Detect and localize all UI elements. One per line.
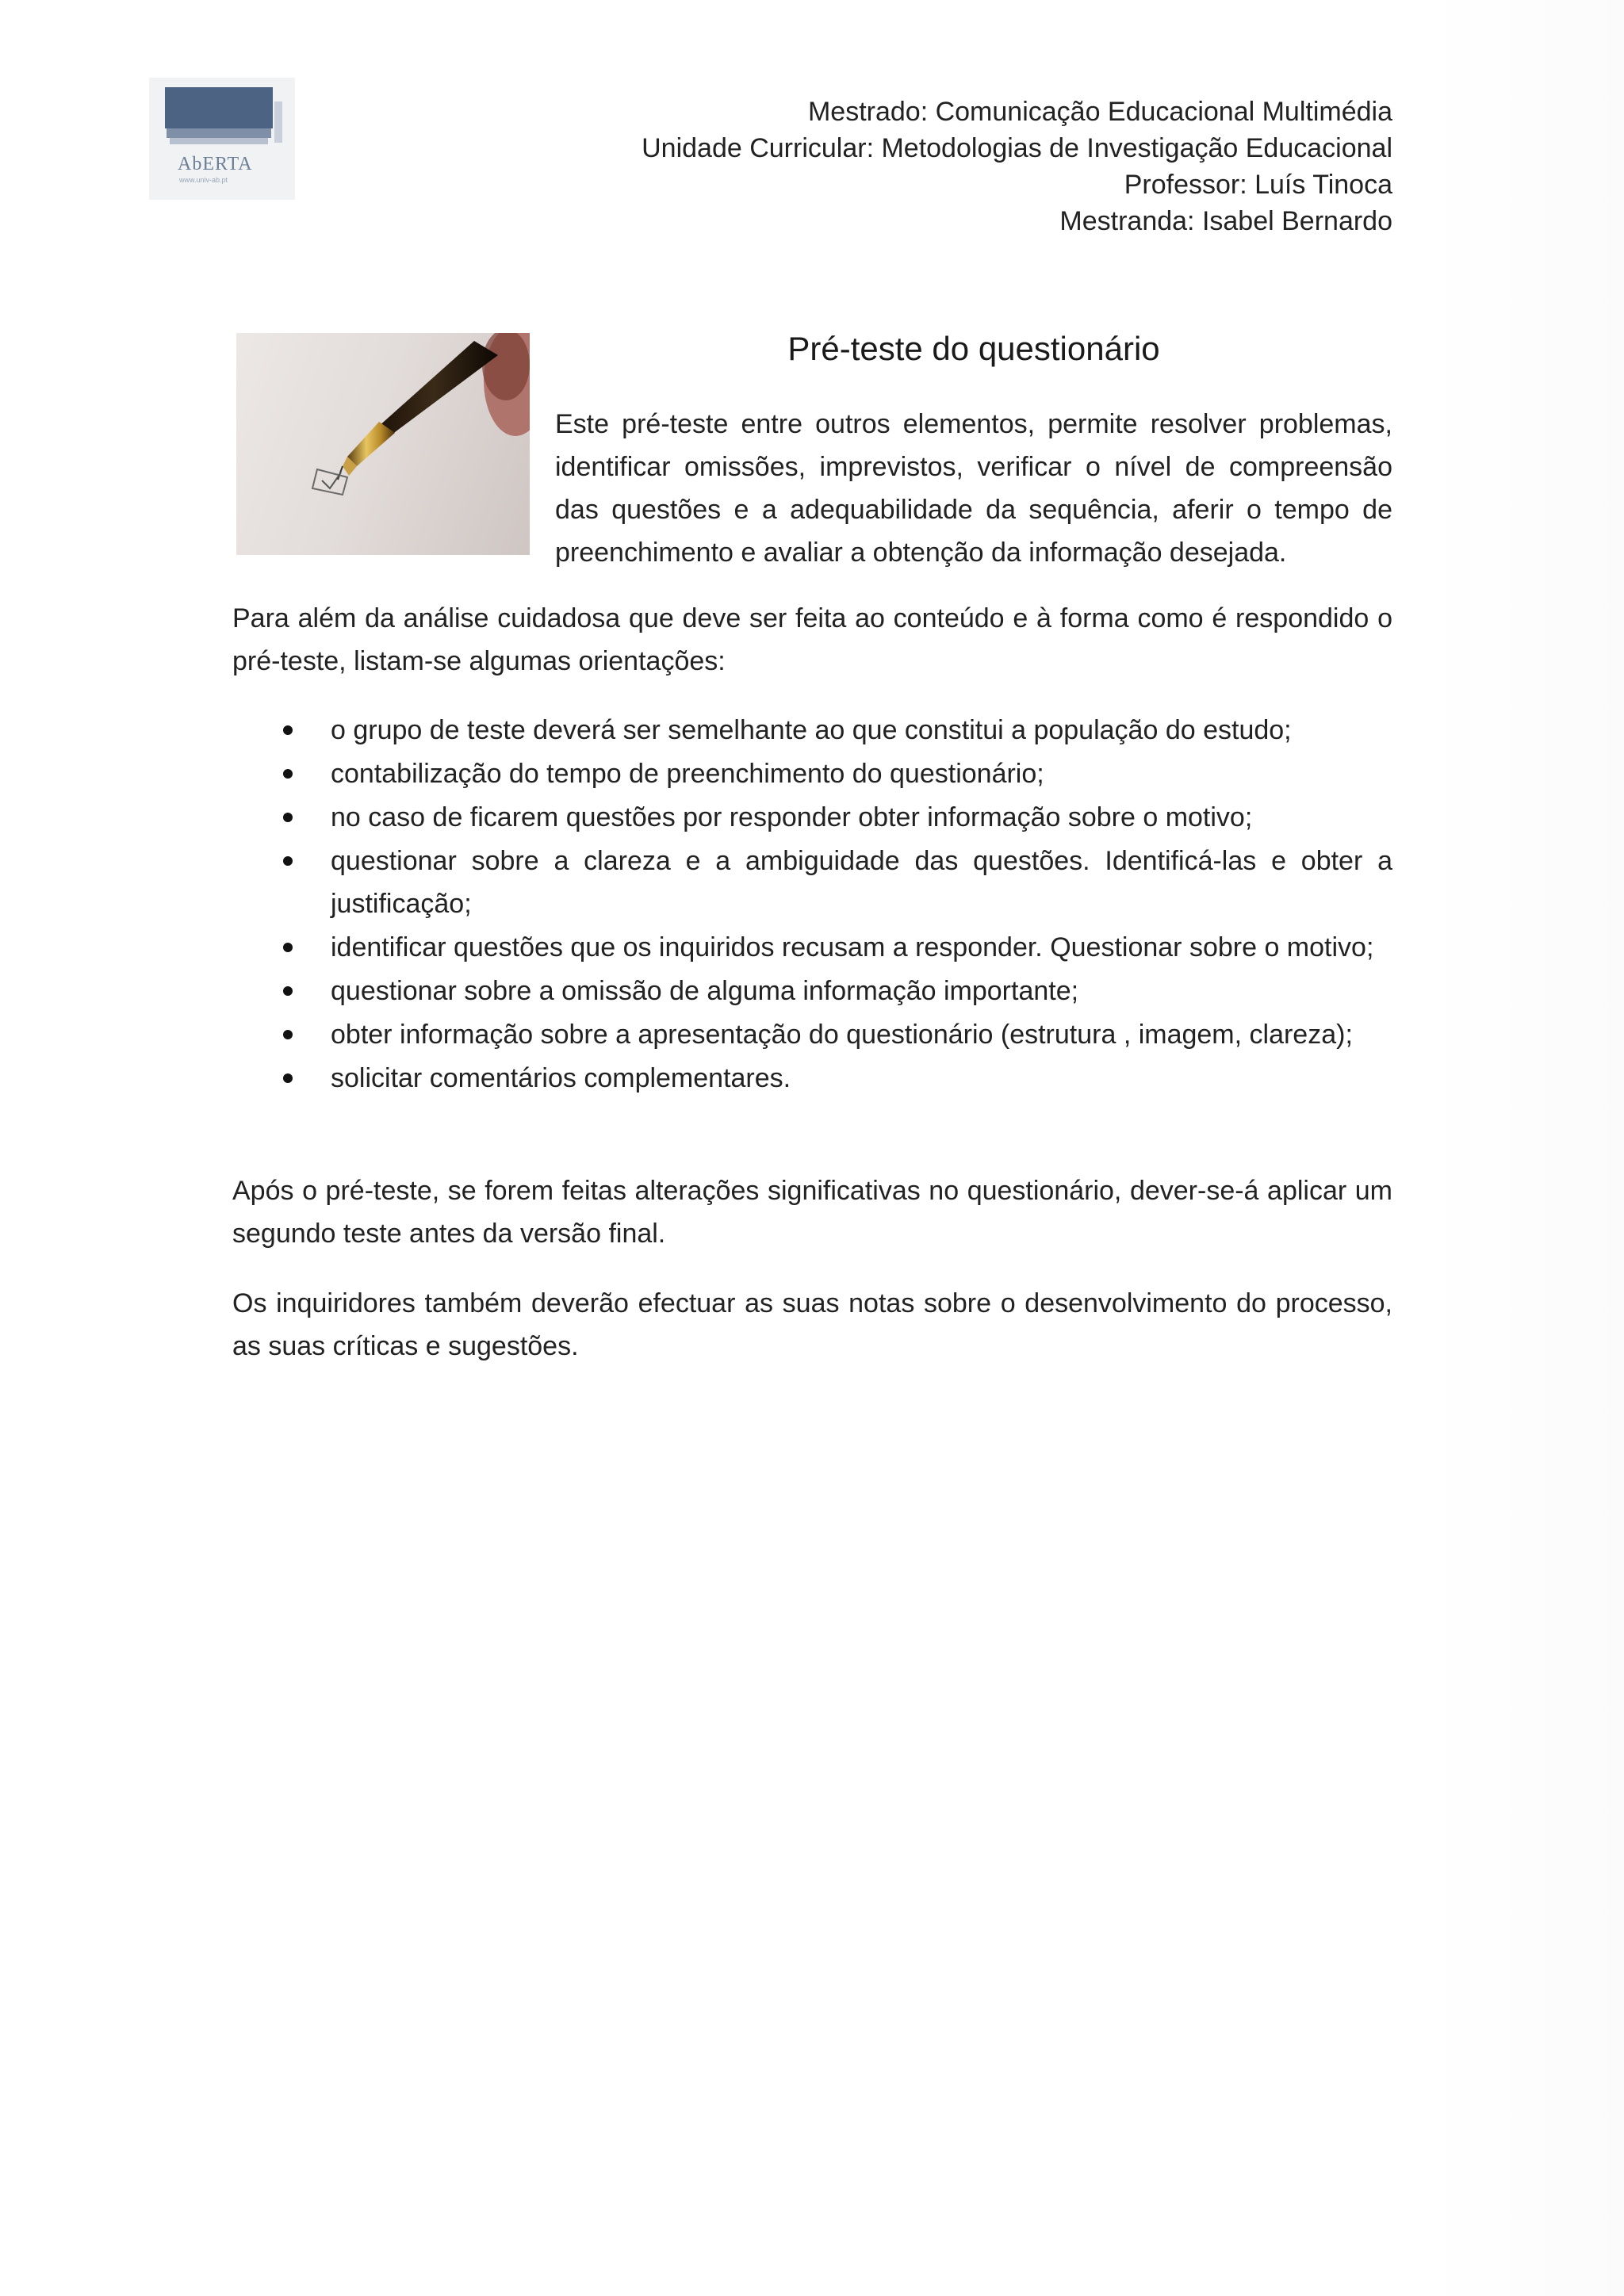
document-header	[642, 94, 1392, 239]
logo-side-bar-icon	[274, 101, 282, 143]
list-item	[232, 1013, 1392, 1056]
header-unit: Unidade Curricular: Metodologias de Investigação Educacional	[642, 133, 1392, 163]
list-item	[232, 709, 1392, 752]
bullet-icon	[283, 813, 293, 822]
university-logo	[149, 78, 295, 200]
list-item	[232, 840, 1392, 925]
bullet-icon	[283, 725, 293, 735]
list-item-text: questionar sobre a clareza e a ambiguidade das questões. Identificá-las e obter a justificação;	[331, 846, 1392, 919]
second-test-paragraph: Após o pré-teste, se forem feitas alterações significativas no questionário, dever-se-á aplicar um segundo teste antes da versão final.	[232, 1176, 1392, 1249]
list-item-text: no caso de ficarem questões por responder obter informação sobre o motivo;	[331, 802, 1253, 832]
guidelines-intro-paragraph: Para além da análise cuidadosa que deve ser feita ao conteúdo e à forma como é respondido o pré-teste, listam-se algumas orientações:	[232, 603, 1392, 676]
bullet-icon	[283, 943, 293, 952]
list-item	[232, 796, 1392, 839]
interviewer-notes-paragraph: Os inquiridores também deverão efectuar as suas notas sobre o desenvolvimento do processo, as suas críticas e sugestões.	[232, 1288, 1392, 1361]
list-item-text: identificar questões que os inquiridos recusam a responder. Questionar sobre o motivo;	[331, 932, 1374, 962]
logo-text: AbERTA	[178, 154, 253, 174]
header-professor: Professor: Luís Tinoca	[1124, 170, 1392, 200]
logo-url-text: www.univ-ab.pt	[179, 176, 228, 184]
header-course: Mestrado: Comunicação Educacional Multimédia	[807, 97, 1392, 127]
bullet-icon	[283, 769, 293, 779]
list-item-text: contabilização do tempo de preenchimento do questionário;	[331, 759, 1044, 789]
bullet-icon	[283, 856, 293, 866]
list-item	[232, 752, 1392, 795]
list-item	[232, 926, 1392, 969]
intro-paragraph: Este pré-teste entre outros elementos, permite resolver problemas, identificar omissões, imprevistos, verificar o nível de compreensão das questões e a adequabilidade da sequência, aferir o tempo de preenchimento e avaliar a obtenção da informação desejada.	[555, 409, 1392, 568]
pen-checkbox-photo	[236, 333, 530, 555]
bullet-icon	[283, 1073, 293, 1083]
list-item	[232, 1057, 1392, 1100]
bullet-icon	[283, 986, 293, 996]
list-item-text: questionar sobre a omissão de alguma informação importante;	[331, 976, 1079, 1006]
bullet-icon	[283, 1030, 293, 1039]
header-student: Mestranda: Isabel Bernardo	[1059, 206, 1392, 236]
list-item-text: o grupo de teste deverá ser semelhante ao que constitui a população do estudo;	[331, 715, 1292, 745]
guidelines-list	[232, 709, 1392, 1100]
list-item-text: solicitar comentários complementares.	[331, 1063, 791, 1093]
list-item	[232, 970, 1392, 1012]
list-item-text: obter informação sobre a apresentação do questionário (estrutura , imagem, clareza);	[331, 1020, 1353, 1050]
logo-bar-icon	[165, 87, 273, 128]
document-title: Pré-teste do questionário	[787, 330, 1160, 367]
